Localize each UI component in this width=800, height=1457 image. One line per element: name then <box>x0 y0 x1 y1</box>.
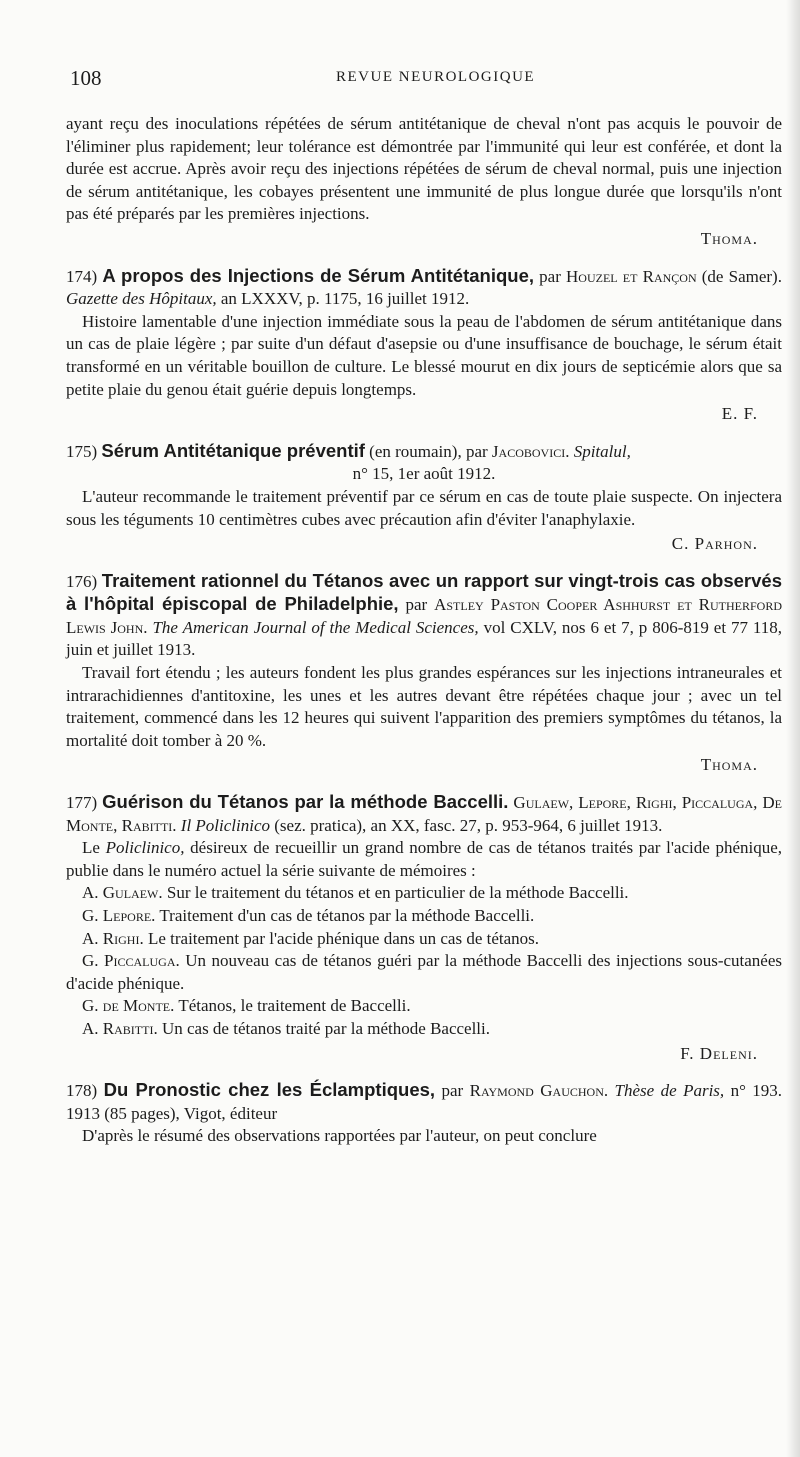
entry-177-list-item <box>66 1018 782 1041</box>
running-header <box>66 66 786 90</box>
entry-176-par: par <box>405 595 428 615</box>
entry-177-item-text: Tétanos, le traitement de Baccelli. <box>178 996 411 1016</box>
entry-174-authors: Houzel et Rançon <box>566 266 697 286</box>
entry-177-abstract-post: désireux de recueillir un grand nombre de cas de tétanos traités par l'acide phénique, publie dans le numéro actuel la série suivante de mémoires : <box>66 838 783 880</box>
entry-176-number: 176) <box>66 571 98 591</box>
entry-176-heading <box>66 570 782 662</box>
entry-177-item-text: Le traitement par l'acide phénique dans un cas de tétanos. <box>147 928 540 948</box>
entry-175-abstract: L'auteur recommande le traitement préventif par ce sérum en cas de toute plaie suspecte. On injectera sous les téguments 10 centimètres cubes avec précaution afin d'éviter l'anaphylaxie. <box>66 486 782 529</box>
page-number: 108 <box>70 66 102 90</box>
entry-175-journal: Spitalul, <box>573 441 631 461</box>
entry-177-item-text: Traitement d'un cas de tétanos par la méthode Baccelli. <box>159 906 535 925</box>
entry-177-title: Guérison du Tétanos par la méthode Baccelli. <box>102 791 509 813</box>
entry-177-item-text: Sur le traitement du tétanos et en particulier de la méthode Baccelli. <box>166 883 629 903</box>
entry-178-par: par <box>441 1081 464 1101</box>
entry-174-heading <box>66 265 782 311</box>
entry-176-abstract: Travail fort étendu ; les auteurs fondent les plus grandes espérances sur les injections intraneurales et intrarachidiennes d'antitoxine, les unes et les autres devant être répétées chaque jour ; avec un tel traitement, commencé dans les 12 heures qui suivent l'apparition des premiers symptômes du tétanos, la mortalité doit tomber à 20 %. <box>66 663 782 750</box>
entry-174-journal: Gazette des Hôpitaux, <box>66 289 217 309</box>
entry-177-signature: F. Deleni. <box>680 1043 758 1063</box>
running-title: REVUE NEUROLOGIQUE <box>336 69 536 85</box>
entry-178-number: 178) <box>66 1081 98 1101</box>
entry-174-par: par <box>539 266 561 286</box>
entry-175-title: Sérum Antitétanique préventif <box>101 439 365 461</box>
entry-177-abstract <box>66 837 782 882</box>
entry-175-reference: n° 15, 1er août 1912. <box>352 464 496 484</box>
entry-175-language: (en roumain), par <box>369 441 488 461</box>
entry-177-item-author: G. de Monte. <box>82 996 175 1016</box>
entry-178-abstract: D'après le résumé des observations rapportées par l'auteur, on peut conclure <box>82 1126 597 1146</box>
entry-177-authors: Gulaew, Lepore, Righi, Piccaluga, De Monte, Rabitti. <box>66 793 783 835</box>
entry-178-author: Raymond Gauchon. <box>469 1081 609 1101</box>
entry-174-number: 174) <box>66 266 98 286</box>
entry-177-item-author: A. Gulaew. <box>82 883 163 903</box>
entry-176-reference: vol CXLV, nos 6 et 7, p 806-819 et 77 118, juin et juillet 1913. <box>66 617 783 660</box>
page-edge-shadow <box>786 0 800 1457</box>
entry-177-number: 177) <box>66 793 98 813</box>
entry-177-list-item <box>66 995 782 1018</box>
entry-178-heading <box>66 1079 782 1125</box>
entry-178-journal: Thèse de Paris, <box>614 1081 725 1101</box>
entry-177-reference: (sez. pratica), an XX, fasc. 27, p. 953-964, 6 juillet 1913. <box>274 815 663 835</box>
entry-177-abstract-journal: Policlinico, <box>105 838 185 858</box>
entry-175-heading <box>66 440 782 464</box>
entry-177-item-author: A. Rabitti. <box>82 1018 158 1038</box>
entry-177-list-item <box>66 905 782 928</box>
entry-176-authors: Astley Paston Cooper Ashhurst et Rutherford Lewis John. <box>66 595 783 637</box>
entry-176-title: Traitement rationnel du Tétanos avec un rapport sur vingt-trois cas observés à l'hôpital épiscopal de Philadelphie, <box>66 569 782 615</box>
entry-178-title: Du Pronostic chez les Éclamptiques, <box>103 1079 436 1101</box>
entry-175-author: Jacobovici. <box>491 441 570 461</box>
entry-176-signature: Thoma. <box>700 755 758 775</box>
entry-177-item-author: A. Righi. <box>82 928 144 948</box>
entry-177-heading <box>66 791 782 837</box>
entry-175-number: 175) <box>66 441 98 461</box>
entry-174-location: (de Samer). <box>701 266 782 286</box>
entry-177-item-author: G. Lepore. <box>82 906 156 925</box>
entry-174-reference: an LXXXV, p. 1175, 16 juillet 1912. <box>220 289 470 309</box>
entry-174-title: A propos des Injections de Sérum Antitétanique, <box>102 264 534 286</box>
entry-177-item-author: G. Piccaluga. <box>82 951 180 971</box>
intro-signature: Thoma. <box>700 228 758 248</box>
entry-177-list-item <box>66 950 782 995</box>
entry-177-list-item <box>66 882 782 905</box>
entry-178-reference: n° 193. 1913 (85 pages), Vigot, éditeur <box>66 1081 783 1123</box>
entry-177-list-item <box>66 928 782 951</box>
entry-174-abstract: Histoire lamentable d'une injection immédiate sous la peau de l'abdomen de sérum antitétanique dans un cas de plaie légère ; par suite d'un défaut d'asepsie ou d'une insuffisance de bouchage, le sérum était transformé en un véritable bouillon de culture. Le blessé mourut en dix jours de septicémie alors que sa petite plaie du genou était guérie depuis longtemps. <box>66 311 782 399</box>
intro-paragraph: ayant reçu des inoculations répétées de sérum antitétanique de cheval n'ont pas acquis le pouvoir de l'éliminer plus rapidement; leur tolérance est démontrée par l'immunité qui leur est conférée, et dont la durée est accrue. Après avoir reçu des injections répétées de sérum de cheval normal, puis une injection de sérum antitétanique, les cobayes présentent une immunité de plus longue durée que lorsqu'ils n'ont pas été préparés par les premières injections. <box>66 114 782 224</box>
entry-175-signature: C. Parhon. <box>671 534 758 554</box>
entry-177-item-text: Un nouveau cas de tétanos guéri par la méthode Baccelli des injections sous-cutanées d'acide phénique. <box>66 951 783 993</box>
entry-177-journal: Il Policlinico <box>180 815 271 835</box>
page-body <box>66 113 782 1148</box>
entry-177-abstract-pre: Le <box>82 838 100 858</box>
entry-174-signature: E. F. <box>721 404 758 424</box>
entry-177-item-text: Un cas de tétanos traité par la méthode Baccelli. <box>161 1018 491 1038</box>
entry-176-journal: The American Journal of the Medical Sciences, <box>152 617 479 637</box>
